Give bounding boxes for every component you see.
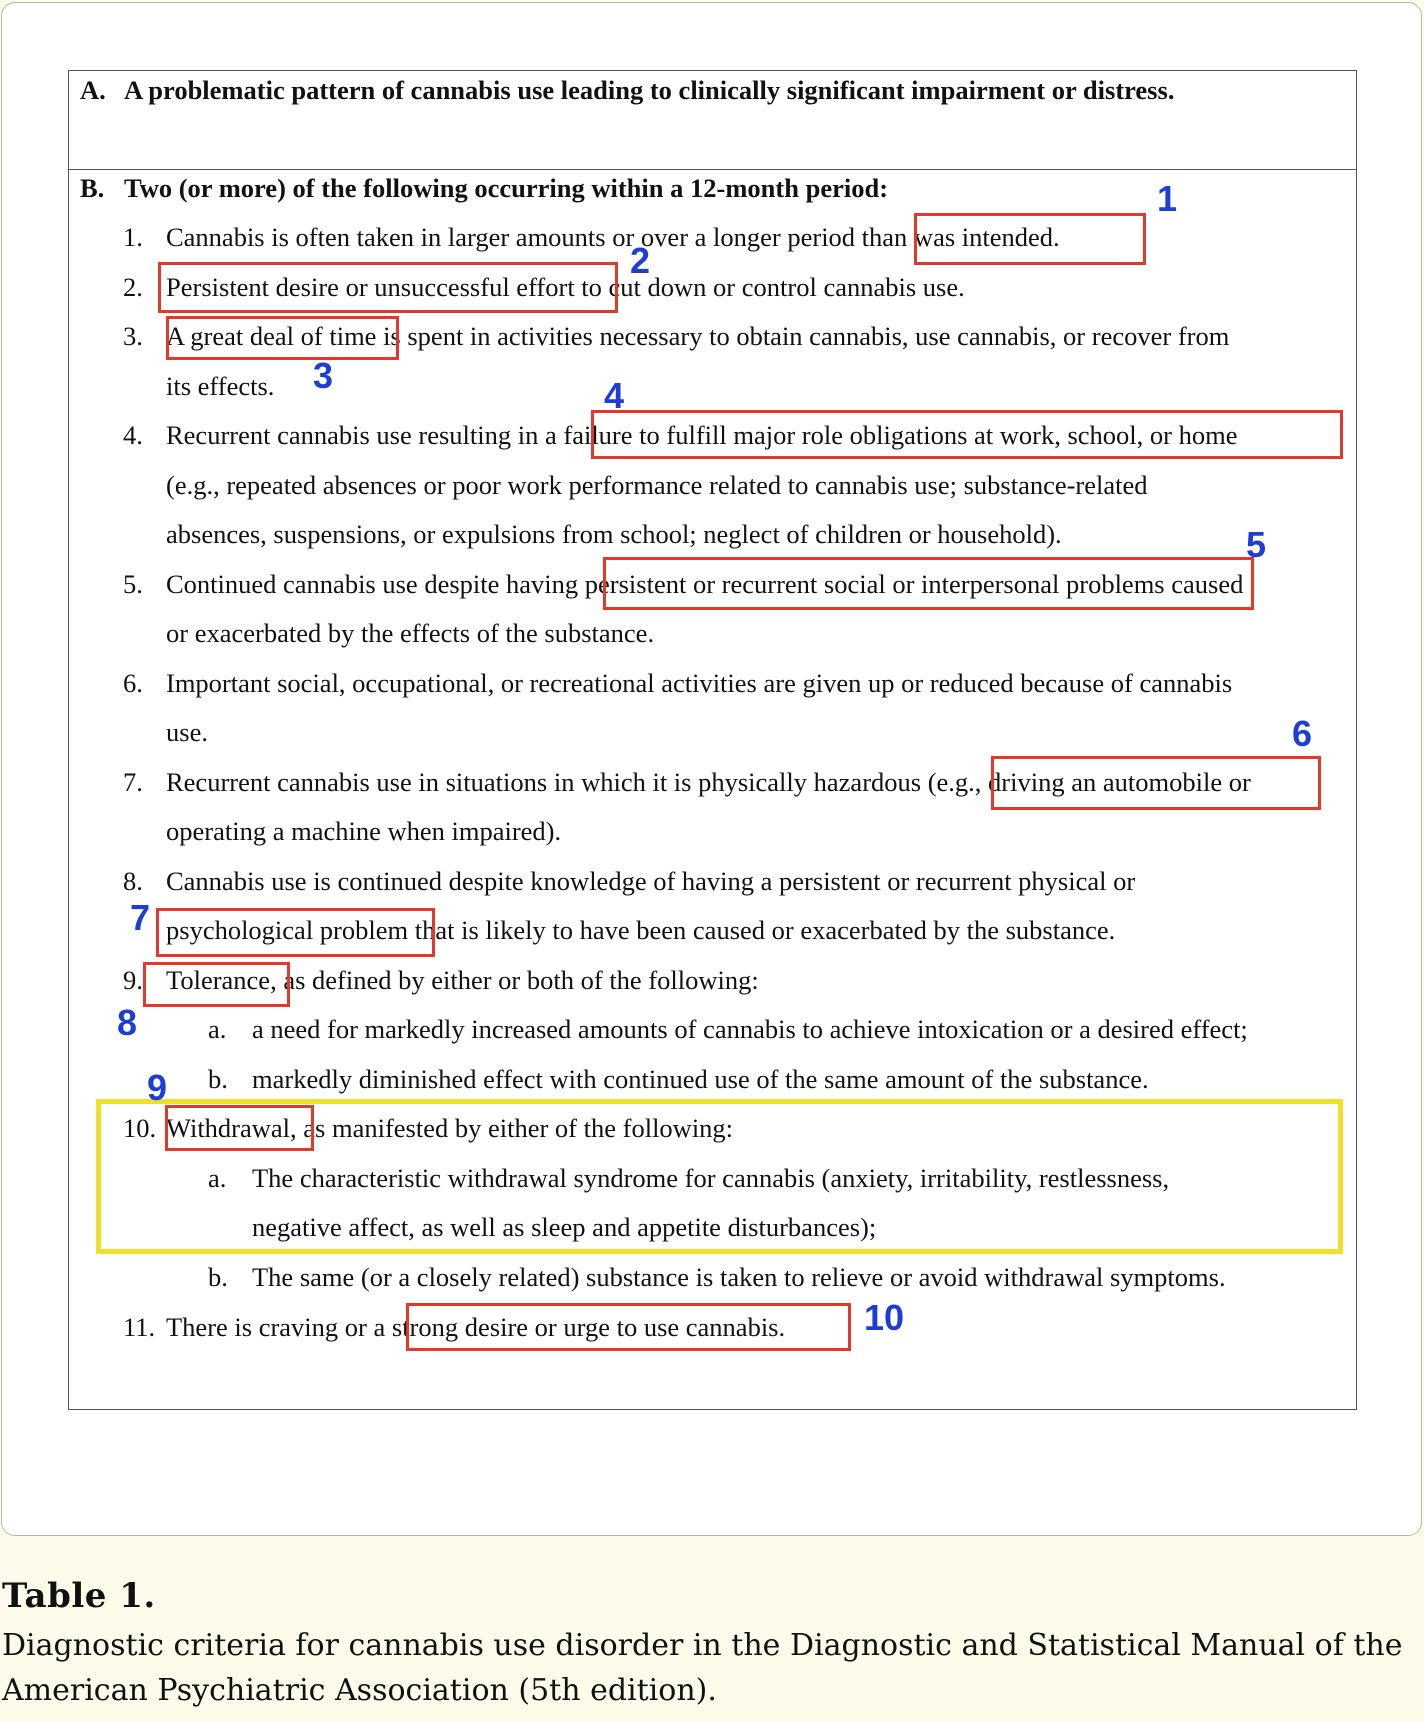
criterion-a-label: A. xyxy=(80,75,106,105)
sub-item-marker: a. xyxy=(208,1014,227,1044)
sub-item-text: a need for markedly increased amounts of cannabis to achieve intoxication or a desired effect; xyxy=(252,1014,1248,1044)
list-item-text: Cannabis use is continued despite knowledge of having a persistent or recurrent physical or xyxy=(166,866,1136,896)
list-item-text: Withdrawal, as manifested by either of the following: xyxy=(166,1113,734,1143)
highlight-box-5 xyxy=(603,557,1254,610)
criterion-b-text: Two (or more) of the following occurring within a 12-month period: xyxy=(124,173,889,203)
highlight-box-8 xyxy=(143,962,290,1007)
criterion-a-text: A problematic pattern of cannabis use leading to clinically significant impairment or distress. xyxy=(124,75,1175,105)
sub-item-marker: a. xyxy=(208,1163,227,1193)
list-item-continuation: operating a machine when impaired). xyxy=(166,816,562,846)
highlight-box-6 xyxy=(991,756,1321,810)
highlight-box-7 xyxy=(156,908,435,957)
sub-item-text: The same (or a closely related) substance is taken to relieve or avoid withdrawal symptoms. xyxy=(252,1262,1226,1292)
list-item-continuation: psychological problem that is likely to have been caused or exacerbated by the substance. xyxy=(166,915,1116,945)
list-item-text: Recurrent cannabis use in situations in which it is physically hazardous (e.g., driving an automobile or xyxy=(166,767,1251,797)
withdrawal-group-highlight xyxy=(96,1099,1343,1254)
list-item-marker: 8. xyxy=(123,866,143,896)
sub-item-marker: b. xyxy=(208,1064,228,1094)
highlight-box-3 xyxy=(166,316,399,360)
list-item-marker: 7. xyxy=(123,767,143,797)
list-item-marker: 10. xyxy=(123,1113,157,1143)
list-item-text: Tolerance, as defined by either or both of the following: xyxy=(166,965,759,995)
annotation-number-10: 10 xyxy=(864,1297,905,1338)
list-item-continuation: its effects. xyxy=(166,371,275,401)
list-item-marker: 3. xyxy=(123,321,143,351)
criterion-b-label: B. xyxy=(80,173,105,203)
list-item-marker: 11. xyxy=(123,1312,156,1342)
list-item-continuation: (e.g., repeated absences or poor work performance related to cannabis use; substance-related xyxy=(166,470,1148,500)
highlight-box-4 xyxy=(591,410,1343,459)
list-item-marker: 4. xyxy=(123,420,143,450)
list-item-marker: 1. xyxy=(123,222,143,252)
list-item-text: Cannabis is often taken in larger amounts or over a longer period than was intended. xyxy=(166,222,1060,252)
annotation-number-4: 4 xyxy=(604,375,625,416)
table-caption-title: Table 1. xyxy=(2,1576,156,1616)
annotation-number-1: 1 xyxy=(1157,178,1178,219)
list-item-continuation: or exacerbated by the effects of the substance. xyxy=(166,618,655,648)
highlight-box-2 xyxy=(158,262,618,313)
annotation-number-6: 6 xyxy=(1292,713,1313,754)
list-item-marker: 9. xyxy=(123,965,143,995)
sub-item-text: markedly diminished effect with continued use of the same amount of the substance. xyxy=(252,1064,1149,1094)
list-item-continuation: absences, suspensions, or expulsions from school; neglect of children or household). xyxy=(166,519,1062,549)
list-item-text: A great deal of time is spent in activities necessary to obtain cannabis, use cannabis, or recover from xyxy=(166,321,1230,351)
table-caption-text: Diagnostic criteria for cannabis use disorder in the Diagnostic and Statistical Manual of the American Psychiatric Association (5th edition). xyxy=(2,1628,1403,1708)
sub-item-marker: b. xyxy=(208,1262,228,1292)
annotation-number-5: 5 xyxy=(1246,524,1267,565)
sub-item-text: The characteristic withdrawal syndrome for cannabis (anxiety, irritability, restlessness, xyxy=(252,1163,1170,1193)
list-item-text: There is craving or a strong desire or urge to use cannabis. xyxy=(166,1312,786,1342)
highlight-box-1 xyxy=(914,213,1146,265)
annotation-number-8: 8 xyxy=(117,1002,138,1043)
annotation-number-7: 7 xyxy=(130,897,151,938)
list-item-text: Continued cannabis use despite having persistent or recurrent social or interpersonal problems caused xyxy=(166,569,1244,599)
annotation-number-3: 3 xyxy=(313,355,334,396)
table-row-divider xyxy=(68,169,1357,170)
sub-item-continuation: negative affect, as well as sleep and appetite disturbances); xyxy=(252,1212,877,1242)
list-item-text: Important social, occupational, or recreational activities are given up or reduced because of cannabis xyxy=(166,668,1233,698)
list-item-text: Persistent desire or unsuccessful effort to cut down or control cannabis use. xyxy=(166,272,965,302)
annotation-number-2: 2 xyxy=(630,240,651,281)
list-item-marker: 5. xyxy=(123,569,143,599)
annotation-number-9: 9 xyxy=(147,1067,168,1108)
list-item-continuation: use. xyxy=(166,717,208,747)
list-item-text: Recurrent cannabis use resulting in a failure to fulfill major role obligations at work, school, or home xyxy=(166,420,1238,450)
list-item-marker: 6. xyxy=(123,668,143,698)
list-item-marker: 2. xyxy=(123,272,143,302)
highlight-box-10 xyxy=(406,1303,851,1351)
